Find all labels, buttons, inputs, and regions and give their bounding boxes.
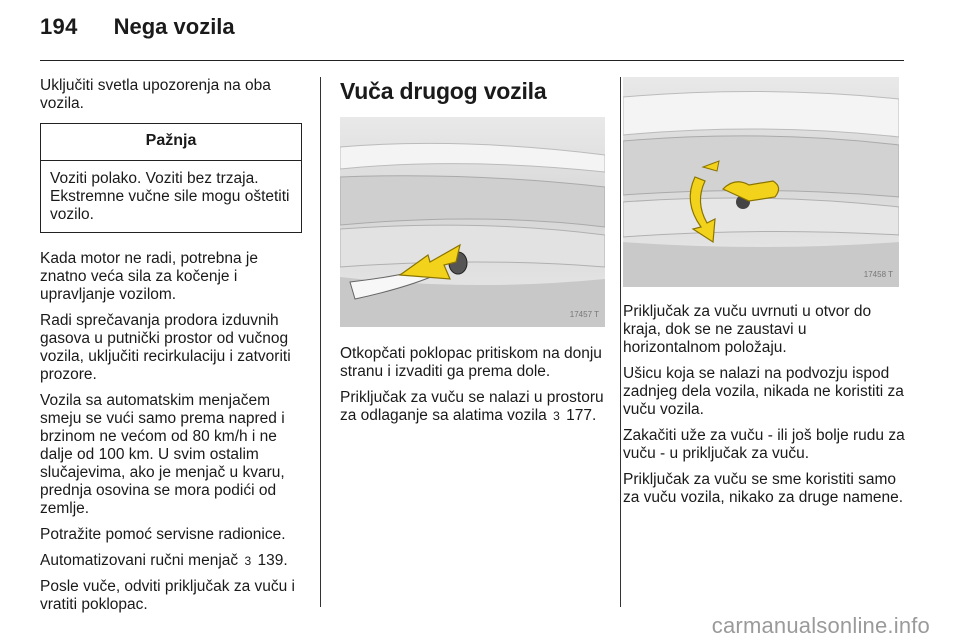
- bumper-cover-illustration: [340, 117, 605, 327]
- paragraph: Vozila sa automatskim menjačem smeju se vući samo prema napred i brzinom ne većom od 80 km/h i ne dalje od 100 km. U svim ostalim slučajevima, ako je menjač u kvaru, prednja osovina se mora podići od zemlje.: [40, 392, 285, 517]
- paragraph: [340, 389, 605, 425]
- paragraph: Radi sprečavanja prodora izduvnih gasova u putnički prostor od vučnog vozila, uključiti recirkulaciju i zatvoriti prozore.: [40, 312, 291, 383]
- paragraph: Posle vuče, odviti priključak za vuču i vratiti poklopac.: [40, 578, 296, 613]
- paragraph: [40, 552, 302, 570]
- figure-label: 17458 T: [863, 270, 893, 279]
- warning-box: [40, 123, 302, 233]
- column-divider: [620, 77, 621, 607]
- page-reference-icon[interactable]: 3: [553, 409, 560, 423]
- towing-eye-illustration: [623, 77, 899, 287]
- page-reference-icon[interactable]: 3: [244, 554, 252, 568]
- paragraph: Ušicu koja se nalazi na podvozju ispod zadnjeg dela vozila, nikada ne koristiti za vuču vozila.: [623, 365, 904, 418]
- warning-text: Voziti polako. Voziti bez trzaja. Ekstremne vučne sile mogu oštetiti vozilo.: [50, 170, 290, 223]
- page-reference[interactable]: 139.: [257, 552, 288, 569]
- intro-paragraph: Uključiti svetla upozorenja na oba vozila.: [40, 77, 271, 112]
- paragraph: Kada motor ne radi, potrebna je znatno veća sila za kočenje i upravljanje vozilom.: [40, 250, 258, 303]
- header-divider: [40, 60, 904, 61]
- page-reference[interactable]: 177.: [566, 407, 597, 424]
- paragraph: Potražite pomoć servisne radionice.: [40, 526, 286, 543]
- column-3: [623, 77, 908, 515]
- page-header: [40, 14, 235, 50]
- section-title: Vuča drugog vozila: [340, 78, 547, 104]
- paragraph: Zakačiti uže za vuču - ili još bolje rudu za vuču - u priključak za vuču.: [623, 427, 905, 462]
- figure-cover-removal: [340, 117, 605, 327]
- column-1: [40, 77, 302, 622]
- column-2: [340, 77, 605, 433]
- paragraph-text: Priključak za vuču se nalazi u prostoru za odlaganje sa alatima vozila: [340, 389, 604, 424]
- page-number: 194: [40, 14, 78, 39]
- paragraph: Priključak za vuču uvrnuti u otvor do kraja, dok se ne zaustavi u horizontalnom položaju.: [623, 303, 872, 356]
- paragraph: Otkopčati poklopac pritiskom na donju stranu i izvaditi ga prema dole.: [340, 345, 602, 380]
- page-title: Nega vozila: [113, 14, 235, 39]
- warning-title: Pažnja: [41, 124, 301, 161]
- column-divider: [320, 77, 321, 607]
- paragraph-text: Automatizovani ručni menjač: [40, 552, 239, 569]
- figure-hook-install: [623, 77, 899, 287]
- paragraph: Priključak za vuču se sme koristiti samo za vuču vozila, nikako za druge namene.: [623, 471, 904, 506]
- figure-label: 17457 T: [569, 310, 599, 319]
- watermark: carmanualsonline.info: [711, 613, 930, 638]
